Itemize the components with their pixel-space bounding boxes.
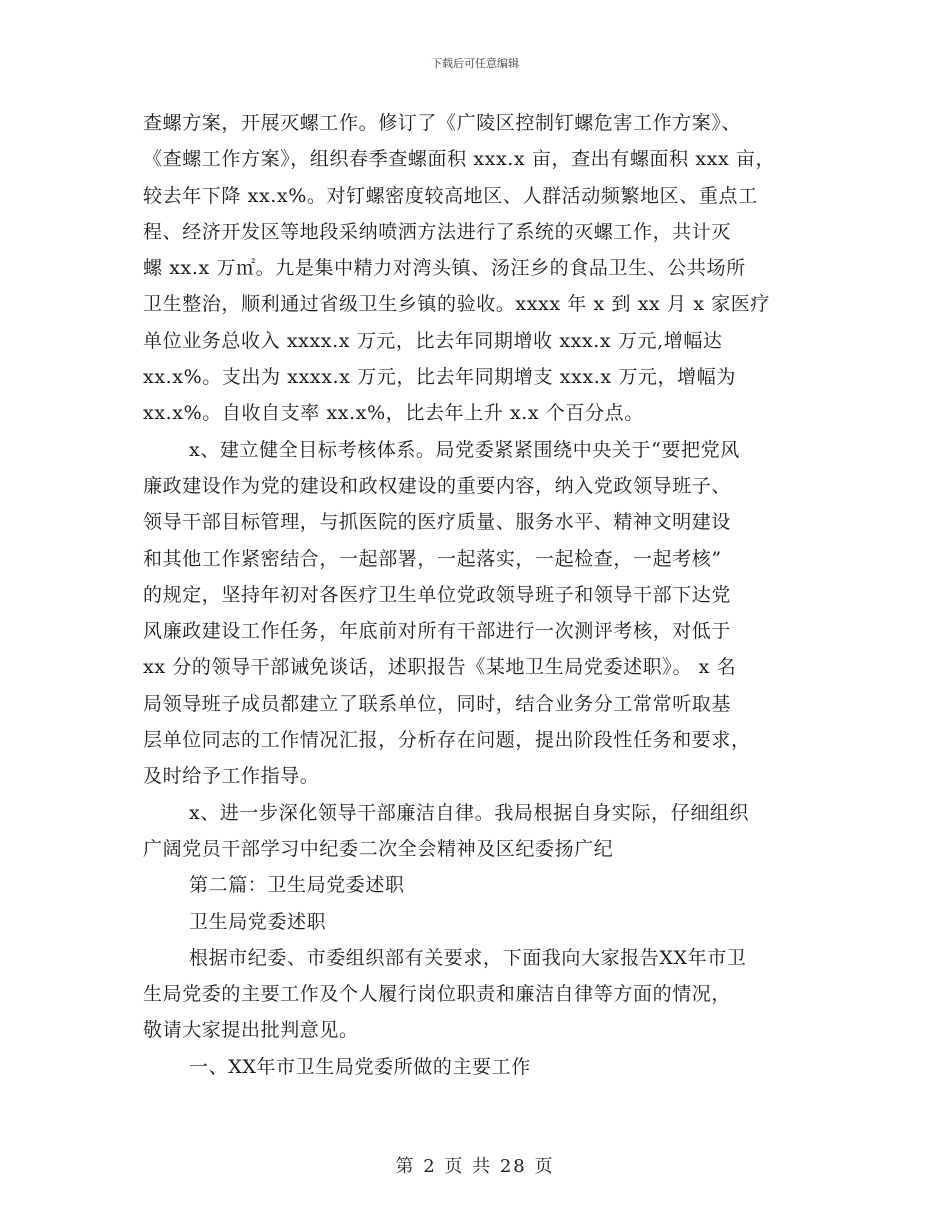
text-line: 卫生整治，顺利通过省级卫生乡镇的验收。xxxx 年 x 到 xx 月 x 家医疗 [143,293,771,316]
text-line: 广阔党员干部学习中纪委二次全会精神及区纪委扬广纪 [143,837,614,860]
text-line: 的规定，坚持年初对各医疗卫生单位党政领导班子和领导干部下达党 [143,583,732,606]
text-line: 层单位同志的工作情况汇报，分析存在问题，提出阶段性任务和要求， [143,729,751,752]
section-heading: 第二篇：卫生局党委述职 [189,874,405,897]
text-line: 及时给予工作指导。 [143,765,320,788]
page-header: 下载后可任意编辑 [431,57,519,70]
text-line: 廉政建设作为党的建设和政权建设的重要内容，纳入党政领导班子、 [143,474,732,497]
document-title: 卫生局党委述职 [189,910,327,933]
text-line: 较去年下降 xx.x%。对钉螺密度较高地区、人群活动频繁地区、重点工 [143,184,758,207]
text-line: xx.x%。支出为 xxxx.x 万元，比去年同期增支 xxx.x 万元，增幅为 [143,366,736,389]
paragraph-start: 根据市纪委、市委组织部有关要求，下面我向大家报告XX年市卫 [189,946,747,969]
text-line: 和其他工作紧密结合，一起部署，一起落实，一起检查，一起考核” [143,547,722,570]
text-line: xx 分的领导干部诫免谈话，述职报告《某地卫生局党委述职》。 x 名 [143,656,737,679]
text-line: 局领导班子成员都建立了联系单位，同时，结合业务分工常常听取基 [143,692,732,715]
text-line: 程、经济开发区等地段采纳喷洒方法进行了系统的灭螺工作，共计灭 [143,220,732,243]
body-text [143,105,823,1085]
text-line: 单位业务总收入 xxxx.x 万元，比去年同期增收 xxx.x 万元,增幅达 [143,329,723,352]
text-line: 生局党委的主要工作及个人履行岗位职责和廉洁自律等方面的情况， [143,983,732,1006]
text-line: 《查螺工作方案》，组织春季查螺面积 xxx.x 亩，查出有螺面积 xxx 亩， [143,148,776,171]
paragraph-start: x、进一步深化领导干部廉洁自律。我局根据自身实际，仔细组织 [189,801,750,824]
text-line: 领导干部目标管理，与抓医院的医疗质量、服务水平、精神文明建设 [143,511,732,534]
text-line: 螺 xx.x 万㎡。九是集中精力对湾头镇、汤汪乡的食品卫生、公共场所 [143,257,746,280]
text-line: 查螺方案，开展灭螺工作。修订了《广陵区控制钉螺危害工作方案》、 [143,112,742,134]
page-footer: 第 2 页 共 28 页 [395,1156,555,1177]
text-line: 敬请大家提出批判意见。 [143,1019,359,1042]
text-line: 风廉政建设工作任务，年底前对所有干部进行一次测评考核，对低于 [143,620,732,643]
subsection-heading: 一、XX年市卫生局党委所做的主要工作 [189,1055,531,1078]
text-line: xx.x%。自收自支率 xx.x%，比去年上升 x.x 个百分点。 [143,402,644,425]
paragraph-start: x、建立健全目标考核体系。局党委紧紧围绕中央关于“要把党风 [189,438,740,461]
